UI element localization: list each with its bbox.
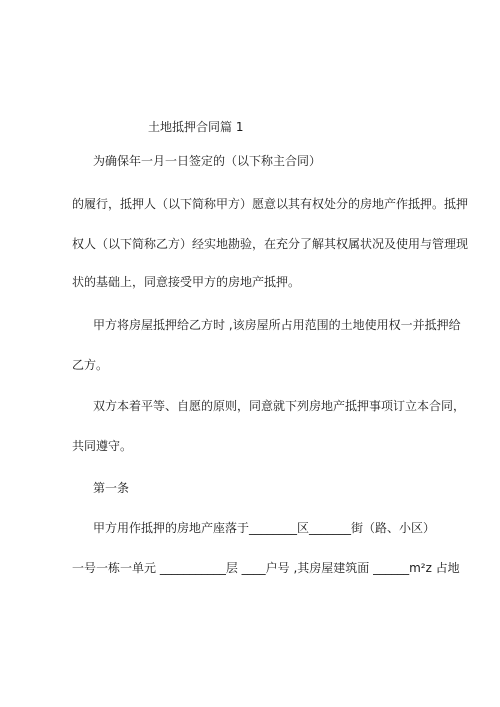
paragraph-line: 共同遵守。: [72, 439, 133, 453]
document-title: 土地抵押合同篇 1: [148, 120, 244, 134]
article-heading: 第一条: [93, 481, 130, 495]
paragraph-line: 的履行，抵押人（以下简称甲方）愿意以其有权处分的房地产作抵押。抵押: [72, 197, 469, 211]
paragraph-line: 甲方将房屋抵押给乙方时 ,该房屋所占用范围的土地使用权一并抵押给: [93, 318, 461, 332]
paragraph-line: 双方本着平等、自愿的原则，同意就下列房地产抵押事项订立本合同，: [93, 399, 466, 413]
paragraph-line: 甲方用作抵押的房地产座落于________区_______街（路、小区）: [93, 521, 436, 535]
paragraph-line: 为确保年一月一日签定的（以下称主合同）: [93, 154, 322, 168]
paragraph-line: 一号一栋一单元 ___________层 ____户号 ,其房屋建筑面 ______m²z 占地: [72, 561, 460, 575]
paragraph-line: 状的基础上，同意接受甲方的房地产抵押。: [72, 275, 301, 289]
paragraph-line: 乙方。: [72, 358, 109, 372]
paragraph-line: 权人（以下简称乙方）经实地勘验，在充分了解其权属状况及使用与管理现: [72, 237, 469, 251]
